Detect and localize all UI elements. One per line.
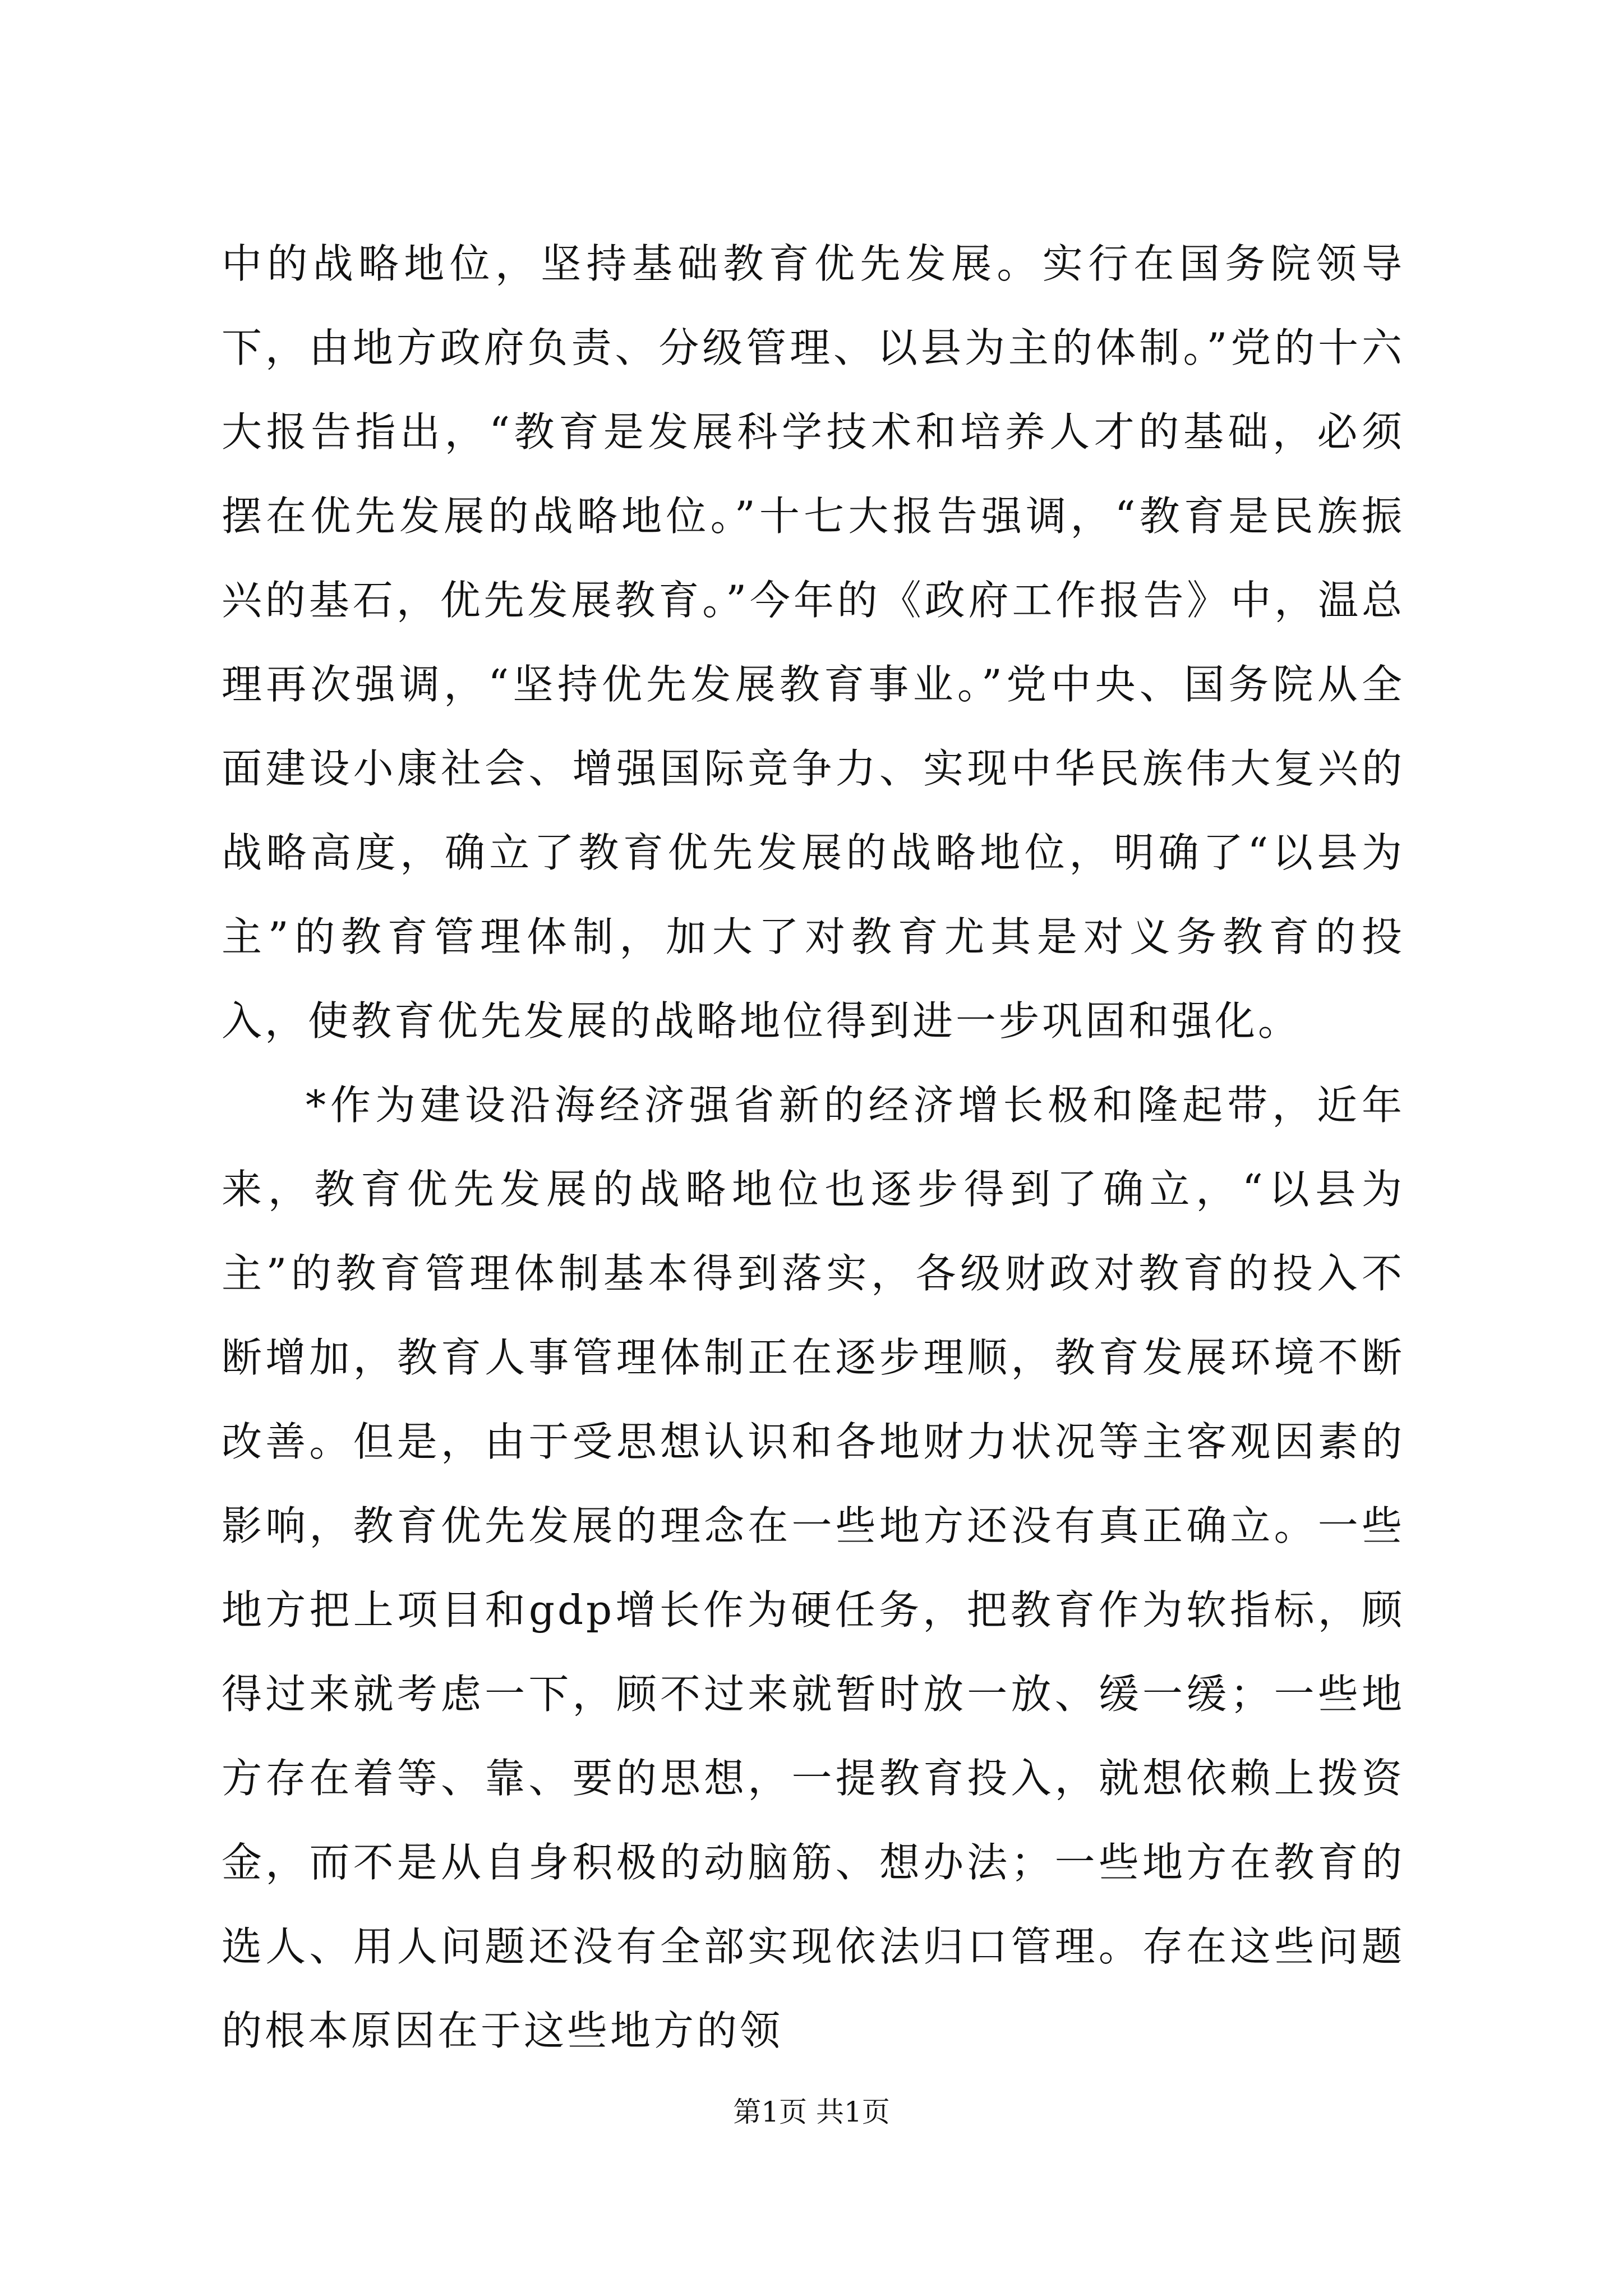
paragraph-indented: *作为建设沿海经济强省新的经济增长极和隆起带，近年来，教育优先发展的战略地位也逐步得到了确立，“以县为主”的教育管理体制基本得到落实，各级财政对教育的投入不断增加，教育人事管理体制正在逐步理顺，教育发展环境不断改善。但是，由于受思想认识和各地财力状况等主客观因素的影响，教育优先发展的理念在一些地方还没有真正确立。一些地方把上项目和gdp增长作为硬任务，把教育作为软指标，顾得过来就考虑一下，顾不过来就暂时放一放、缓一缓；一些地方存在着等、靠、要的思想，一提教育投入，就想依赖上拨资金，而不是从自身积极的动脑筋、想办法；一些地方在教育的选人、用人问题还没有全部实现依法归口管理。存在这些问题的根本原因在于这些地方的领 [222,1082,1405,2054]
paragraph-continuation: 中的战略地位，坚持基础教育优先发展。实行在国务院领导下，由地方政府负责、分级管理、以县为主的体制。”党的十六大报告指出，“教育是发展科学技术和培养人才的基础，必须摆在优先发展的战略地位。”十七大报告强调，“教育是民族振兴的基石，优先发展教育。”今年的《政府工作报告》中，温总理再次强调，“坚持优先发展教育事业。”党中央、国务院从全面建设小康社会、增强国际竞争力、实现中华民族伟大复兴的战略高度，确立了教育优先发展的战略地位，明确了“以县为主”的教育管理体制，加大了对教育尤其是对义务教育的投入，使教育优先发展的战略地位得到进一步巩固和强化。 [222,240,1405,1045]
document-body [222,222,1405,2073]
page-number-footer: 第1页 共1页 [733,2096,890,2128]
